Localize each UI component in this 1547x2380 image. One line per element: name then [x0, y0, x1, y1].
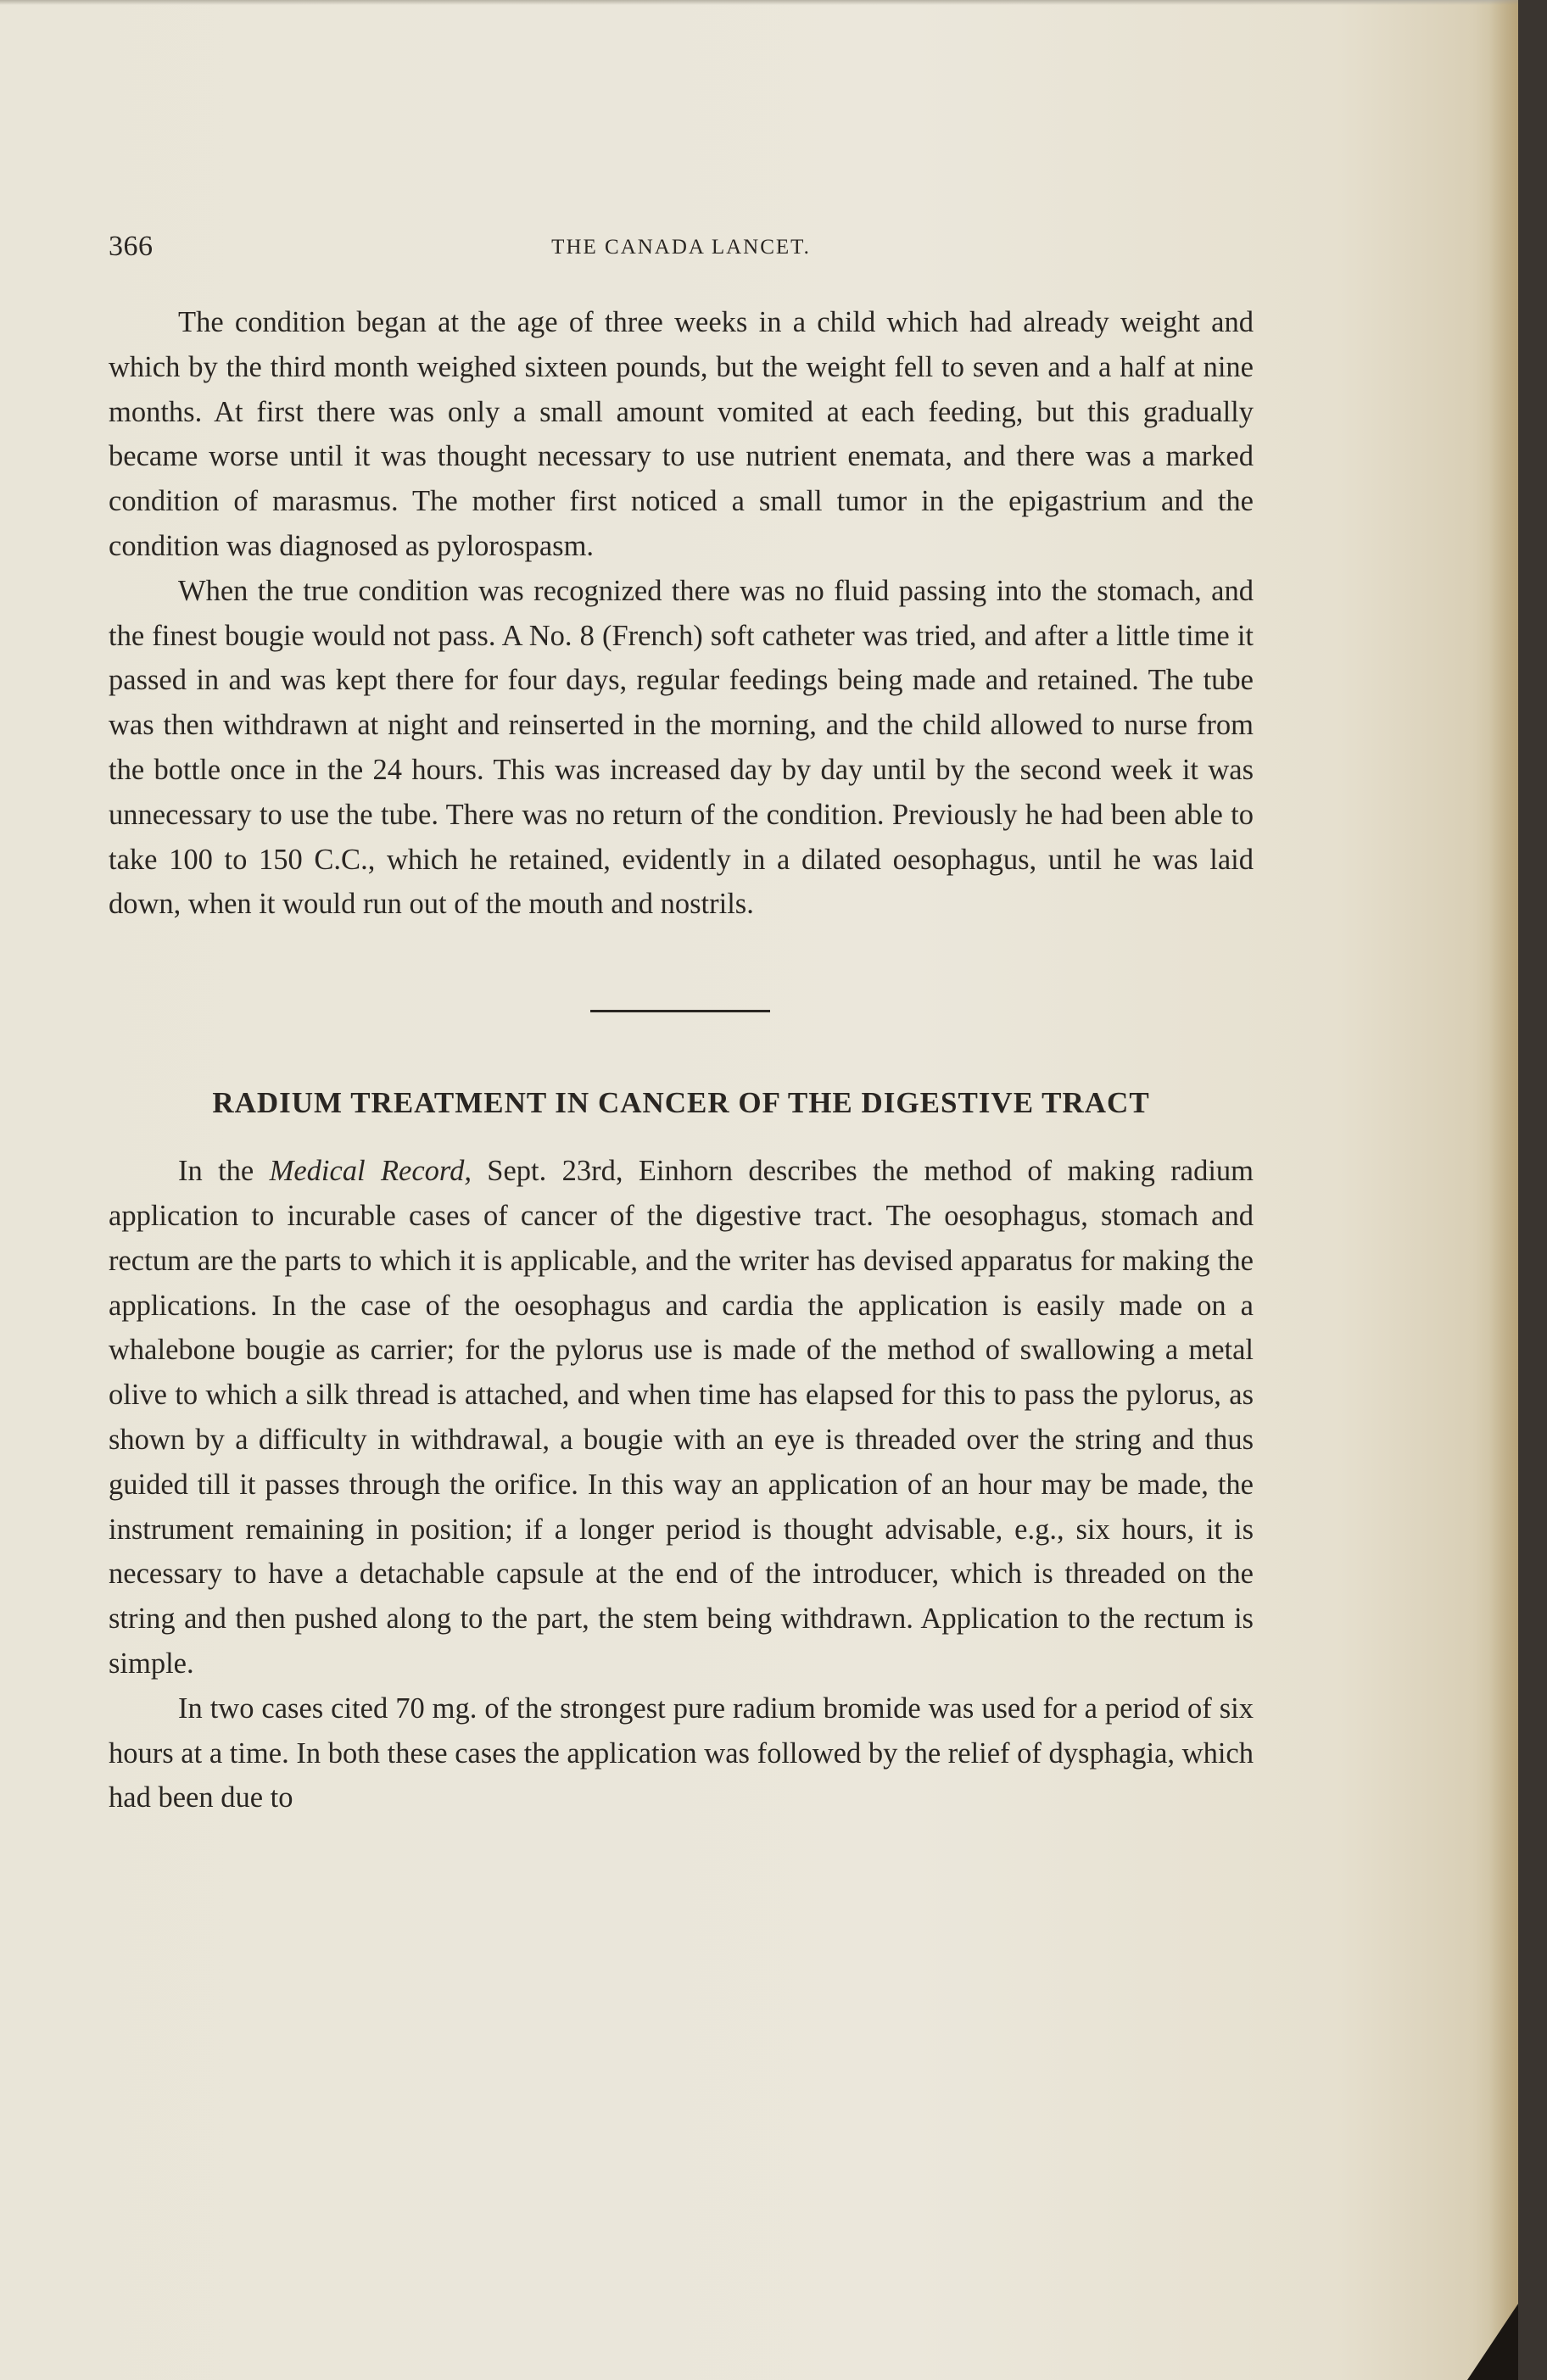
article-heading: RADIUM TREATMENT IN CANCER OF THE DIGESTIVE TRACT [212, 1086, 1150, 1120]
cited-journal: Medical Record, [269, 1155, 472, 1188]
binding-shadow [1489, 0, 1518, 2380]
article-paragraph-2: In two cases cited 70 mg. of the strongest pure radium bromide was used for a period of six hours at a time. In both these cases the application was followed by the relief of dysphagia, which had been due to [109, 1692, 1254, 1814]
case-paragraph-1: The condition began at the age of three weeks in a child which had already weight and which by the third month weighed sixteen pounds, but the weight fell to seven and a half at nine months. At first there was only a small amount vomited at each feeding, but this gradually became worse until it was thought necessary to use nutrient enemata, and there was a marked condition of marasmus. The mother first noticed a small tumor in the epigastrium and the condition was diagnosed as pylorospasm. [109, 306, 1254, 562]
page-top-edge [0, 0, 1518, 5]
running-head [109, 229, 1254, 270]
article-paragraph-1 [109, 1149, 1254, 1686]
page-content [109, 229, 1254, 1820]
case-paragraph-2: When the true condition was recognized there was no fluid passing into the stomach, and the finest bougie would not pass. A No. 8 (French) soft catheter was tried, and after a little time it passed in and was kept there for four days, regular feedings being made and retained. The tube was then withdrawn at night and reinserted in the morning, and the child allowed to nurse from the bottle once in the 24 hours. This was increased day by day until by the second week it was unnecessary to use the tube. There was no return of the condition. Previously he had been able to take 100 to 150 C.C., which he retained, evidently in a dilated oesophagus, until he was laid down, when it would run out of the mouth and nostrils. [109, 574, 1254, 921]
page-corner-shadow [1467, 2304, 1518, 2380]
article-paragraph-1-text: Sept. 23rd, Einhorn describes the method of making radium application to incurable cases of cancer of the digestive tract. The oesophagus, stomach and rectum are the parts to which it is applicable, and the writer has devised apparatus for making the applications. In the case of the oesophagus and cardia the application is easily made on a whalebone bougie as carrier; for the pylorus use is made of the method of swallowing a metal olive to which a silk thread is attached, and when time has elapsed for this to pass the pylorus, as shown by a difficulty in withdrawal, a bougie with an eye is threaded over the string and thus guided till it passes through the orifice. In this way an application of an hour may be made, the instrument remaining in position; if a longer period is thought advisable, e.g., six hours, it is necessary to have a detachable capsule at the end of the introducer, which is threaded on the string and then pushed along to the part, the stem being withdrawn. Application to the rectum is simple. [109, 1155, 1254, 1680]
article-paragraph-1-prefix: In the [178, 1155, 270, 1188]
page-number: 366 [109, 231, 154, 262]
section-divider [109, 927, 1254, 1081]
divider-rule [590, 1010, 770, 1012]
journal-title: THE CANADA LANCET. [551, 236, 811, 259]
